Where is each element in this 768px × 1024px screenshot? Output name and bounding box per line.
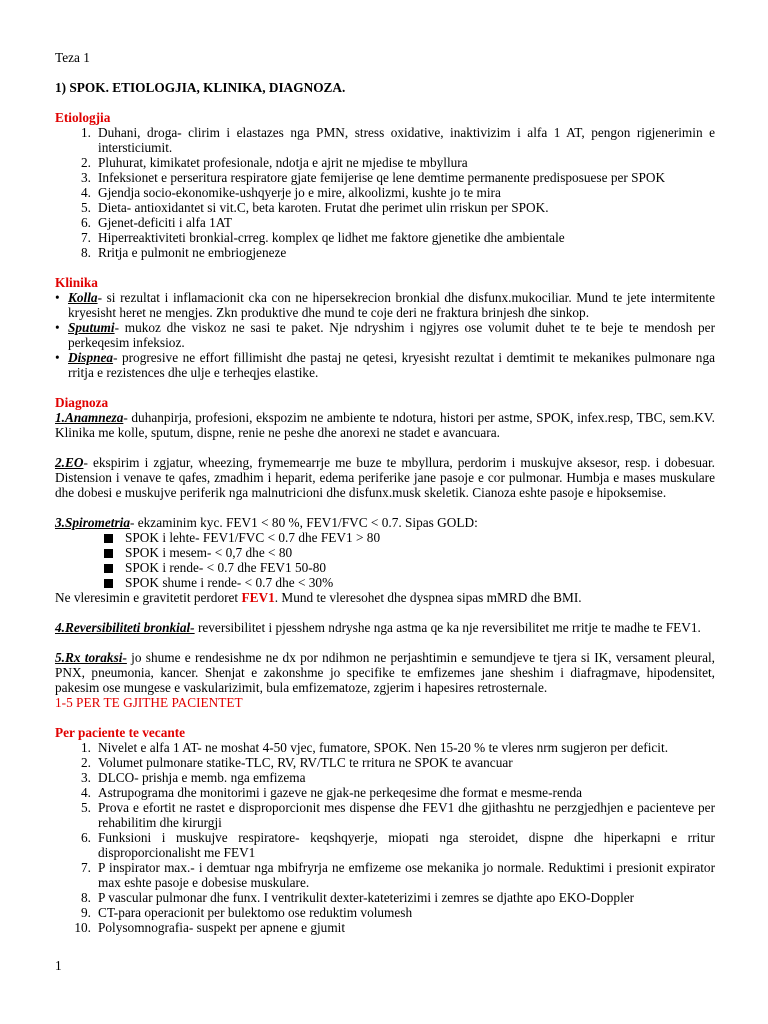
gold-stages-list	[55, 530, 715, 590]
document-title: 1) SPOK. ETIOLOGJIA, KLINIKA, DIAGNOZA.	[55, 80, 346, 95]
list-item: 9. CT-para operacionit per bulektomo ose reduktim volumesh	[81, 905, 413, 920]
list-item: 2. Volumet pulmonare statike-TLC, RV, RV/TLC te rritura ne SPOK te avancuar	[81, 755, 513, 770]
list-item: 5. Dieta- antioxidantet si vit.C, beta karoten. Frutat dhe perimet ulin rriskun per SPOK.	[81, 200, 549, 215]
eo-paragraph: 2.EO- ekspirim i zgjatur, wheezing, frymemearrje me buze te mbyllura, perdorim i muskujve aksesor, resp. i dobesuar. Distension i venave te qafes, zmadhim i heparit, edema periferike jane pasoje e cor pulmonar. Humbja e mases muskulare dhe dobesi e muskujve periferik nga malnutricioni dhe disfunx.musk skeletik. Cianoza eshte pasoje e hipoksemise.	[55, 455, 715, 500]
list-item: 4. Gjendja socio-ekonomike-ushqyerje jo e mire, alkoolizmi, kushte jo te mira	[81, 185, 501, 200]
list-item: SPOK i rende- < 0.7 dhe FEV1 50-80	[55, 560, 715, 575]
square-bullet-icon	[104, 564, 113, 573]
rx-paragraph: 5.Rx toraksi- jo shume e rendesishme ne dx por ndihmon ne perjashtimin e semundjeve te tjera si IK, versament pleural, PNX, pneumonia, kancer. Shenjat e zakonshme jo specifike te emfizemes jane sheshim i diafragmave, hipodensitet, pakesim ose mungese e vaskularizimit, bula emfizematoze, zgjerim i hapesires retrosternale.	[55, 650, 715, 695]
list-item: 7. P inspirator max.- i demtuar nga mbifryrja ne emfizeme ose mekanika jo normale. Reduktimi i presionit expirator max eshte pasoje e dobesise muskulare.	[81, 860, 715, 890]
list-item: • Kolla- si rezultat i inflamacionit cka con ne hipersekrecion bronkial dhe disfunx.mukociliar. Mund te jete intermitente kryesisht heret ne mengjes. Zkn produktive dhe mund te coje deri ne fraktura brinjesh dhe sinkop.	[55, 290, 715, 320]
list-item: 1. Nivelet e alfa 1 AT- ne moshat 4-50 vjec, fumatore, SPOK. Nen 15-20 % te vleres nrm sugjeron per deficit.	[81, 740, 669, 755]
list-item: • Sputumi- mukoz dhe viskoz ne sasi te paket. Nje ndryshim i ngjyres ose volumit duhet te te beje te mendosh per perkeqesim infeksioz.	[55, 320, 715, 350]
page-number: 1	[55, 958, 62, 973]
document-header: Teza 1	[55, 50, 90, 65]
etiologjia-heading: Etiologjia	[55, 110, 111, 125]
list-item: 8. Rritja e pulmonit ne embriogjeneze	[81, 245, 287, 260]
gravity-note: Ne vleresimin e gravitetit perdoret FEV1. Mund te vleresohet dhe dyspnea sipas mMRD dhe BMI.	[55, 590, 582, 605]
list-item: 10. Polysomnografia- suspekt per apnene e gjumit	[74, 920, 346, 935]
reversibiliteti-paragraph: 4.Reversibiliteti bronkial- reversibilitet i pjesshem ndryshe nga astma qe ka nje reversibilitet me rritje te madhe te FEV1.	[55, 620, 701, 635]
diagnoza-heading: Diagnoza	[55, 395, 109, 410]
list-item: 3. Infeksionet e perseritura respiratore gjate femijerise qe lene demtime permanente predisposuese per SPOK	[81, 170, 666, 185]
vecante-list	[55, 740, 715, 935]
list-item: 5. Prova e efortit ne rastet e disproporcionit mes dispense dhe FEV1 dhe gjithashtu ne perzgjedhjen e pacienteve per rehabilitim dhe kirurgji	[81, 800, 715, 830]
square-bullet-icon	[104, 549, 113, 558]
etiologjia-list	[55, 125, 715, 260]
list-item: 7. Hiperreaktiviteti bronkial-crreg. komplex qe lidhet me faktore gjenetike dhe ambientale	[81, 230, 565, 245]
list-item: 4. Astrupograma dhe monitorimi i gazeve ne gjak-ne perkeqesime dhe format e mesme-renda	[81, 785, 583, 800]
square-bullet-icon	[104, 579, 113, 588]
spirometria-paragraph: 3.Spirometria- ekzaminim kyc. FEV1 < 80 %, FEV1/FVC < 0.7. Sipas GOLD:	[55, 515, 478, 530]
klinika-heading: Klinika	[55, 275, 98, 290]
list-item: SPOK i lehte- FEV1/FVC < 0.7 dhe FEV1 > 80	[55, 530, 715, 545]
square-bullet-icon	[104, 534, 113, 543]
klinika-list	[55, 290, 715, 380]
list-item: SPOK shume i rende- < 0.7 dhe < 30%	[55, 575, 715, 590]
list-item: 6. Gjenet-deficiti i alfa 1AT	[81, 215, 233, 230]
list-item: 1. Duhani, droga- clirim i elastazes nga PMN, stress oxidative, inaktivizim i alfa 1 AT, pengon rigjenerimin e intersticiumit.	[81, 125, 715, 155]
all-patients-note: 1-5 PER TE GJITHE PACIENTET	[55, 695, 243, 710]
list-item: 2. Pluhurat, kimikatet profesionale, ndotja e ajrit ne mjedise te mbyllura	[81, 155, 468, 170]
anamneza-paragraph: 1.Anamneza- duhanpirja, profesioni, ekspozim ne ambiente te ndotura, histori per astme, SPOK, infex.resp, TBC, sem.KV. Klinika me kolle, sputum, dispne, renie ne peshe dhe anorexi ne stadet e avancuara.	[55, 410, 715, 440]
list-item: SPOK i mesem- < 0,7 dhe < 80	[55, 545, 715, 560]
vecante-heading: Per paciente te vecante	[55, 725, 186, 740]
list-item: 3. DLCO- prishja e memb. nga emfizema	[81, 770, 306, 785]
list-item: • Dispnea- progresive ne effort fillimisht dhe pastaj ne qetesi, kryesisht rezultat i demtimit te mekanikes pulmonare nga rritja e rezistences dhe ulje e terheqjes elastike.	[55, 350, 715, 380]
document-page	[55, 50, 715, 935]
list-item: 6. Funksioni i muskujve respiratore- keqshqyerje, miopati nga steroidet, dispne dhe hiperkapni e rritur disproporcionalisht me FEV1	[81, 830, 715, 860]
list-item: 8. P vascular pulmonar dhe funx. I ventrikulit dexter-kateterizimi i zemres se djathte apo EKO-Doppler	[81, 890, 635, 905]
